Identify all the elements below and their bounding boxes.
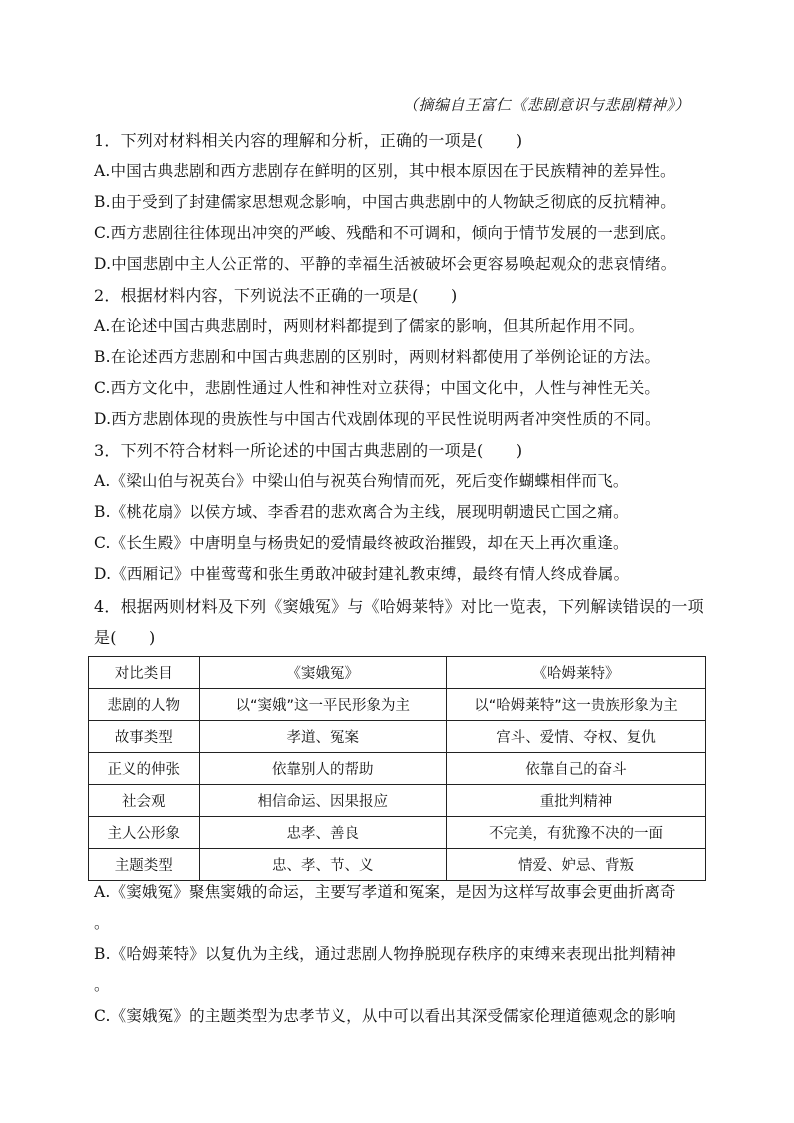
question-4-option-b: B.《哈姆莱特》以复仇为主线，通过悲剧人物挣脱现存秩序的束缚来表现出批判精神 [94, 945, 676, 963]
question-4-stem-continued: 是( ) [94, 628, 156, 647]
table-header-cell: 《窦娥冤》 [199, 657, 446, 689]
table-cell: 情爱、妒忌、背叛 [446, 849, 705, 881]
question-1-option-b: B.由于受到了封建儒家思想观念影响，中国古典悲剧中的人物缺乏彻底的反抗精神。 [94, 193, 676, 211]
question-2-option-d: D.西方悲剧体现的贵族性与中国古代戏剧体现的平民性说明两者冲突性质的不同。 [94, 410, 661, 428]
question-4-option-a: A.《窦娥冤》聚焦窦娥的命运，主要写孝道和冤案，是因为这样写故事会更曲折离奇 [94, 883, 676, 901]
question-4-option-a-continued: 。 [94, 914, 110, 932]
question-3-option-c: C.《长生殿》中唐明皇与杨贵妃的爱情最终被政治摧毁，却在天上再次重逢。 [94, 534, 629, 552]
question-4-option-c: C.《窦娥冤》的主题类型为忠孝节义，从中可以看出其深受儒家伦理道德观念的影响 [94, 1007, 676, 1025]
table-cell: 以“哈姆莱特”这一贵族形象为主 [446, 689, 705, 721]
question-3-option-b: B.《桃花扇》以侯方域、李香君的悲欢离合为主线，展现明朝遗民亡国之痛。 [94, 503, 629, 521]
table-cell: 悲剧的人物 [89, 689, 200, 721]
table-cell: 社会观 [89, 785, 200, 817]
table-cell: 重批判精神 [446, 785, 705, 817]
table-cell: 以“窦娥”这一平民形象为主 [199, 689, 446, 721]
table-row [89, 689, 706, 721]
table-row [89, 721, 706, 753]
source-citation: （摘编自王富仁《悲剧意识与悲剧精神》） [402, 96, 690, 114]
table-cell: 正义的伸张 [89, 753, 200, 785]
question-3-stem: 3．下列不符合材料一所论述的中国古典悲剧的一项是( ) [94, 441, 523, 460]
table-cell: 依靠别人的帮助 [199, 753, 446, 785]
question-1-option-a: A.中国古典悲剧和西方悲剧存在鲜明的区别，其中根本原因在于民族精神的差异性。 [94, 162, 676, 180]
table-cell: 主题类型 [89, 849, 200, 881]
question-1-option-c: C.西方悲剧往往体现出冲突的严峻、残酷和不可调和，倾向于情节发展的一悲到底。 [94, 224, 676, 242]
table-cell: 依靠自己的奋斗 [446, 753, 705, 785]
table-cell: 孝道、冤案 [199, 721, 446, 753]
comparison-table [88, 656, 706, 881]
table-row [89, 849, 706, 881]
table-header-cell: 对比类目 [89, 657, 200, 689]
question-2-option-c: C.西方文化中，悲剧性通过人性和神性对立获得；中国文化中，人性与神性无关。 [94, 379, 661, 397]
table-header-cell: 《哈姆莱特》 [446, 657, 705, 689]
table-header-row [89, 657, 706, 689]
table-cell: 宫斗、爱情、夺权、复仇 [446, 721, 705, 753]
question-3-option-d: D.《西厢记》中崔莺莺和张生勇敢冲破封建礼教束缚，最终有情人终成眷属。 [94, 565, 630, 583]
table-cell: 主人公形象 [89, 817, 200, 849]
table-cell: 相信命运、因果报应 [199, 785, 446, 817]
table-cell: 不完美，有犹豫不决的一面 [446, 817, 705, 849]
question-2-stem: 2．根据材料内容，下列说法不正确的一项是( ) [94, 286, 458, 305]
table-row [89, 785, 706, 817]
table-cell: 忠孝、善良 [199, 817, 446, 849]
question-4-option-b-continued: 。 [94, 976, 110, 994]
question-3-option-a: A.《梁山伯与祝英台》中梁山伯与祝英台殉情而死，死后变作蝴蝶相伴而飞。 [94, 472, 629, 490]
table-row [89, 817, 706, 849]
question-2-option-a: A.在论述中国古典悲剧时，两则材料都提到了儒家的影响，但其所起作用不同。 [94, 317, 645, 335]
question-1-option-d: D.中国悲剧中主人公正常的、平静的幸福生活被破坏会更容易唤起观众的悲哀情绪。 [94, 255, 677, 273]
question-2-option-b: B.在论述西方悲剧和中国古典悲剧的区别时，两则材料都使用了举例论证的方法。 [94, 348, 661, 366]
question-4-stem: 4．根据两则材料及下列《窦娥冤》与《哈姆莱特》对比一览表，下列解读错误的一项 [94, 597, 704, 616]
table-row [89, 753, 706, 785]
question-1-stem: 1．下列对材料相关内容的理解和分析，正确的一项是( ) [94, 131, 523, 150]
table-cell: 故事类型 [89, 721, 200, 753]
table-cell: 忠、孝、节、义 [199, 849, 446, 881]
